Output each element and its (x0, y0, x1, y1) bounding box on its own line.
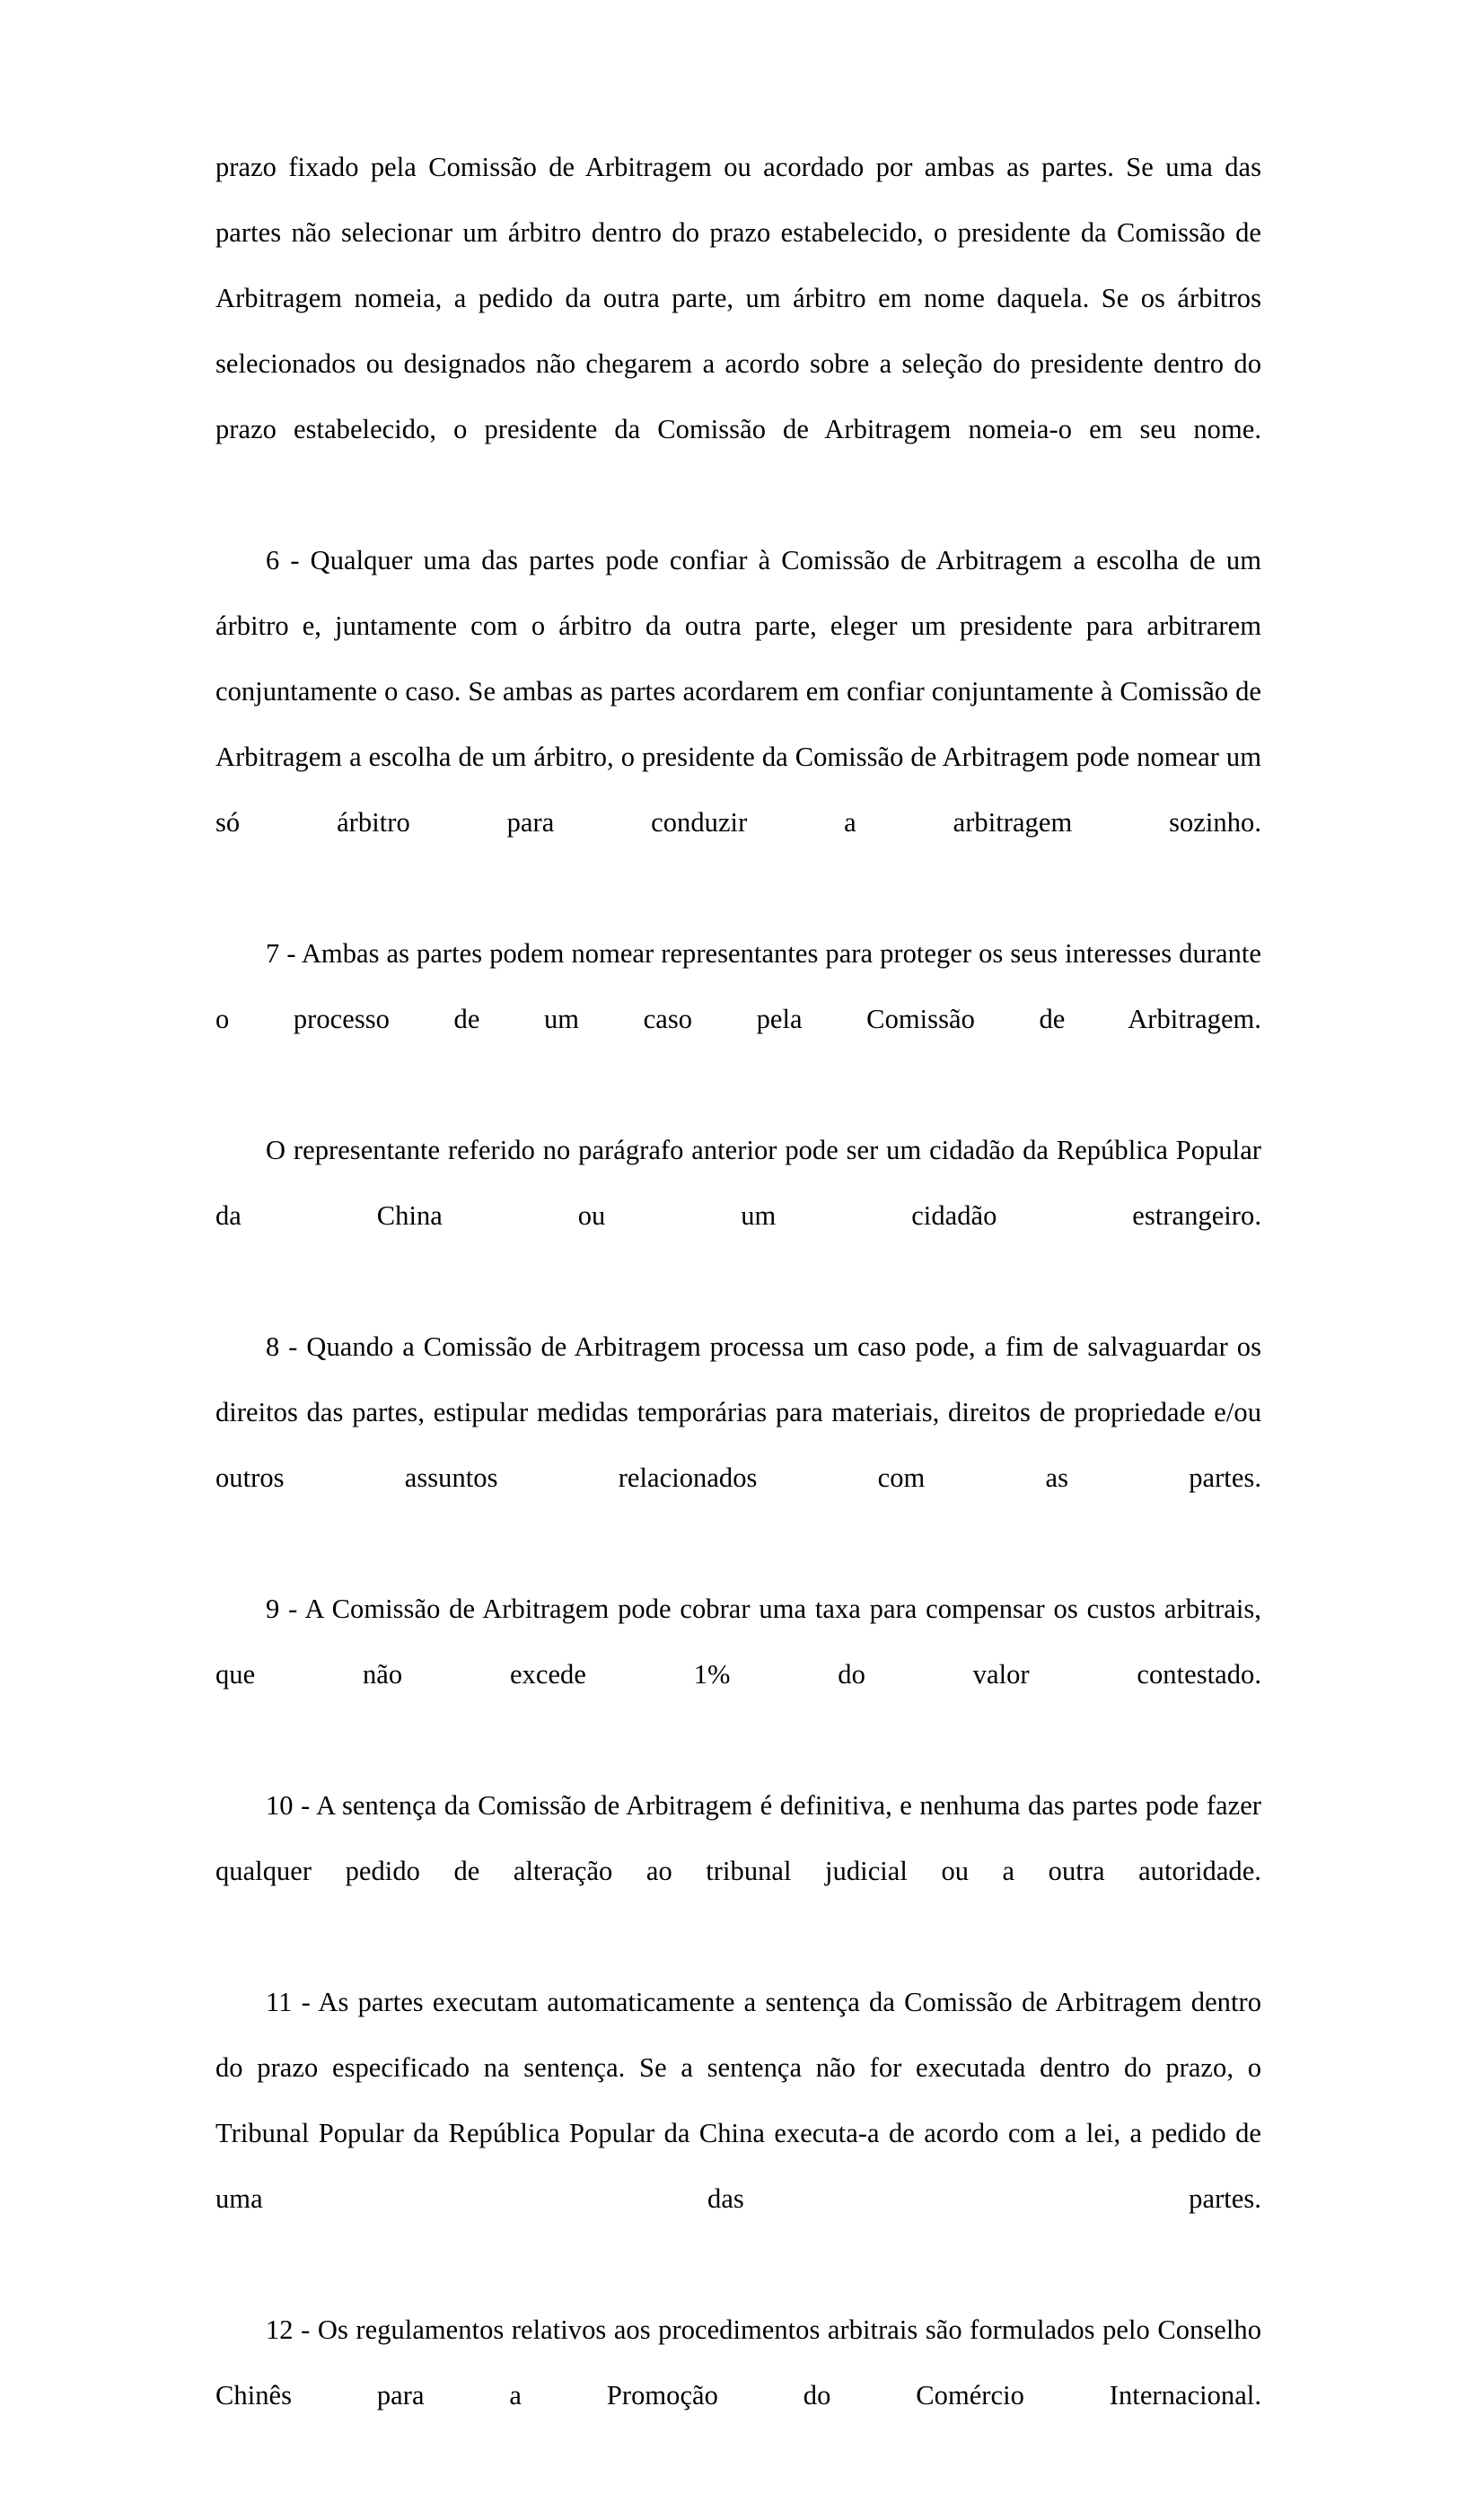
paragraph-clause-7: 7 - Ambas as partes podem nomear representantes para proteger os seus interesses durante o processo de um caso pela Comissão de Arbitragem. (215, 938, 1261, 1034)
paragraph-clause-11: 11 - As partes executam automaticamente a sentença da Comissão de Arbitragem dentro do prazo especificado na sentença. Se a sentença não for executada dentro do prazo, o Tribunal Popular da República Popular da China executa-a de acordo com a lei, a pedido de uma das partes. (215, 1987, 1261, 2214)
paragraph-clause-9: 9 - A Comissão de Arbitragem pode cobrar uma taxa para compensar os custos arbitrais, que não excede 1% do valor contestado. (215, 1594, 1261, 1690)
paragraph-clause-12: 12 - Os regulamentos relativos aos procedimentos arbitrais são formulados pelo Conselho Chinês para a Promoção do Comércio Internacional. (215, 2314, 1261, 2411)
paragraph-clause-8: 8 - Quando a Comissão de Arbitragem processa um caso pode, a fim de salvaguardar os direitos das partes, estipular medidas temporárias para materiais, direitos de propriedade e/ou outros assuntos relacionados com as partes. (215, 1331, 1261, 1493)
paragraph-clause-6: 6 - Qualquer uma das partes pode confiar à Comissão de Arbitragem a escolha de um árbitro e, juntamente com o árbitro da outra parte, eleger um presidente para arbitrarem conjuntamente o caso. Se ambas as partes acordarem em confiar conjuntamente à Comissão de Arbitragem a escolha de um árbitro, o presidente da Comissão de Arbitragem pode nomear um só árbitro para conduzir a arbitragem sozinho. (215, 545, 1261, 838)
paragraph-clause-7-continuation: O representante referido no parágrafo anterior pode ser um cidadão da República Popular da China ou um cidadão estrangeiro. (215, 1135, 1261, 1231)
document-text-body (215, 135, 1261, 2494)
paragraph-continuation: prazo fixado pela Comissão de Arbitragem ou acordado por ambas as partes. Se uma das partes não selecionar um árbitro dentro do prazo estabelecido, o presidente da Comissão de Arbitragem nomeia, a pedido da outra parte, um árbitro em nome daquela. Se os árbitros selecionados ou designados não chegarem a acordo sobre a seleção do presidente dentro do prazo estabelecido, o presidente da Comissão de Arbitragem nomeia-o em seu nome. (215, 152, 1261, 444)
paragraph-clause-10: 10 - A sentença da Comissão de Arbitragem é definitiva, e nenhuma das partes pode fazer qualquer pedido de alteração ao tribunal judicial ou a outra autoridade. (215, 1790, 1261, 1886)
